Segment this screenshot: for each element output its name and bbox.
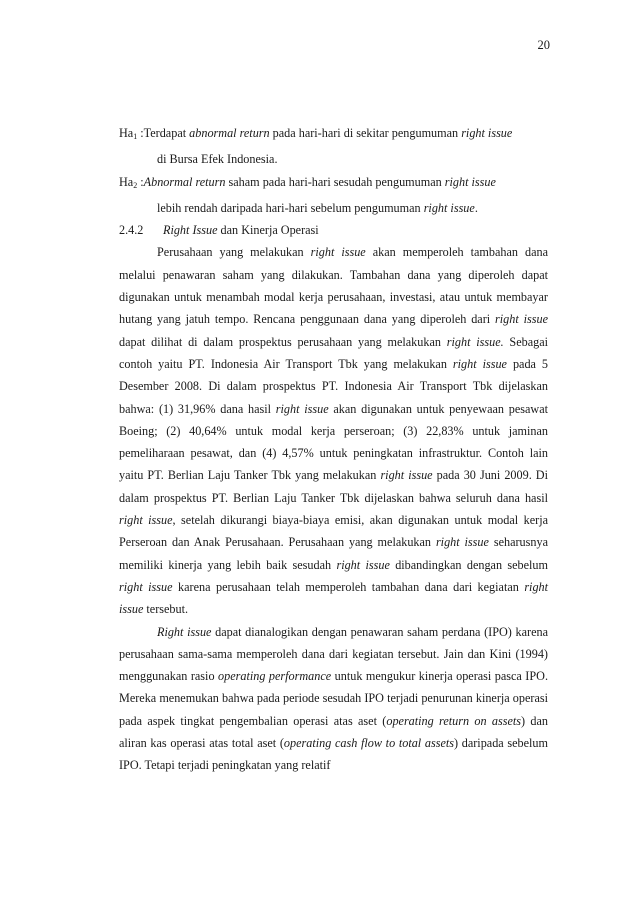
italic-term: right issue [310, 245, 366, 260]
text-run: seharusnya memiliki kinerja yang lebih baik sesudah [119, 535, 548, 572]
paragraph-2 [119, 621, 548, 777]
italic-term: right issue [452, 356, 507, 371]
text-run: dapat dianalogikan dengan penawaran saham perdana (IPO) karena perusahaan sama-sama memperoleh dana dari kegiatan tersebut. Jain dan Kini (1994) menggunakan rasio [119, 624, 549, 684]
hypothesis-1 [119, 122, 548, 148]
italic-term: right issue [461, 126, 513, 140]
italic-term: right issue [495, 312, 549, 327]
italic-term: Right issue [157, 624, 212, 639]
section-title [163, 219, 319, 241]
hypothesis-label: $Ha_2$ : [119, 174, 144, 190]
text-run: Sebagai contoh yaitu PT. Indonesia Air Transport Tbk yang melakukan [119, 334, 549, 371]
hypothesis-line [144, 171, 496, 197]
text-run: dibandingkan dengan sebelum [389, 557, 548, 572]
italic-term: right issue [435, 535, 489, 550]
italic-term: operating return on assets [386, 713, 522, 728]
text-run: dan Kinerja Operasi [217, 223, 319, 238]
italic-term: Abnormal return [143, 174, 226, 189]
text-run: ) daripada sebelum IPO. Tetapi terjadi peningkatan yang relatif [119, 736, 548, 773]
text-run: saham pada hari-hari sesudah pengumuman [225, 174, 445, 189]
text-run: pada 5 Desember 2008. Di dalam prospektus PT. Indonesia Air Transport Tbk dijelaskan bahwa: (1) 31,96% dana hasil [119, 356, 549, 416]
text-run: Perusahaan yang melakukan [157, 245, 311, 260]
hypothesis-continuation [119, 197, 548, 219]
text-run: lebih rendah daripada hari-hari sebelum pengumuman [157, 200, 424, 215]
text-run: tersebut. [143, 602, 189, 617]
italic-term: operating cash flow to total assets [283, 736, 454, 751]
section-number: 2.4.2 [119, 223, 144, 238]
section-heading [119, 219, 548, 241]
italic-term: right issue [119, 513, 173, 528]
hypothesis-continuation [119, 148, 548, 170]
italic-term: right issue [380, 468, 433, 483]
italic-term: right issue [275, 401, 329, 416]
text-run: , setelah dikurangi biaya-biaya emisi, akan digunakan untuk modal kerja Perseroan dan Anak Perusahaan. Perusahaan yang melakukan [119, 513, 548, 550]
italic-term: Right Issue [163, 223, 218, 238]
text-run: Terdapat [143, 126, 190, 140]
text-run: ) dan aliran kas operasi atas total aset ( [119, 713, 548, 751]
italic-term: right issue. [446, 334, 504, 349]
text-run: . [474, 200, 478, 215]
hypothesis-2 [119, 171, 548, 197]
italic-term: abnormal return [189, 126, 270, 140]
page-number: 20 [537, 38, 550, 52]
document-body [119, 122, 548, 777]
text-run: dapat dilihat di dalam prospektus perusahaan yang melakukan [119, 334, 447, 349]
hypothesis-label: $Ha_1$ : [119, 126, 144, 141]
text-run: untuk mengukur kinerja operasi pasca IPO. Mereka menemukan bahwa pada periode sesudah IPO terjadi penurunan kinerja operasi pada aspek tingkat pengembalian operasi atas aset ( [119, 669, 548, 728]
italic-term: right issue [119, 579, 173, 594]
text-run: karena perusahaan telah memperoleh tambahan dana dari kegiatan [172, 579, 525, 594]
text-run: di Bursa Efek Indonesia. [157, 152, 278, 167]
text-run: akan digunakan untuk penyewaan pesawat Boeing; (2) 40,64% untuk modal kerja perseroan; (3) 22,83% untuk jaminan pemeliharaan pesawat, dan (4) 4,57% untuk peningkatan infrastruktur. Contoh lain yaitu PT. Berlian Laju Tanker Tbk yang melakukan [119, 401, 548, 483]
text-run: pada 30 Juni 2009. Di dalam prospektus PT. Berlian Laju Tanker Tbk dijelaskan bahwa seluruh dana hasil [119, 468, 548, 505]
italic-term: right issue [423, 200, 475, 215]
italic-term: right issue [444, 174, 496, 189]
hypothesis-line [144, 122, 513, 148]
paragraph-1 [119, 241, 548, 620]
italic-term: operating performance [218, 669, 332, 684]
italic-term: right issue [119, 579, 549, 617]
text-run: pada hari-hari di sekitar pengumuman [269, 126, 462, 140]
italic-term: right issue [336, 557, 390, 572]
text-run: akan memperoleh tambahan dana melalui penawaran saham yang dilakukan. Tambahan dana yang diperoleh dapat digunakan untuk menambah modal kerja perusahaan, investasi, atau untuk membayar hutang yang jatuh tempo. Rencana penggunaan dana yang diperoleh dari [119, 245, 548, 327]
